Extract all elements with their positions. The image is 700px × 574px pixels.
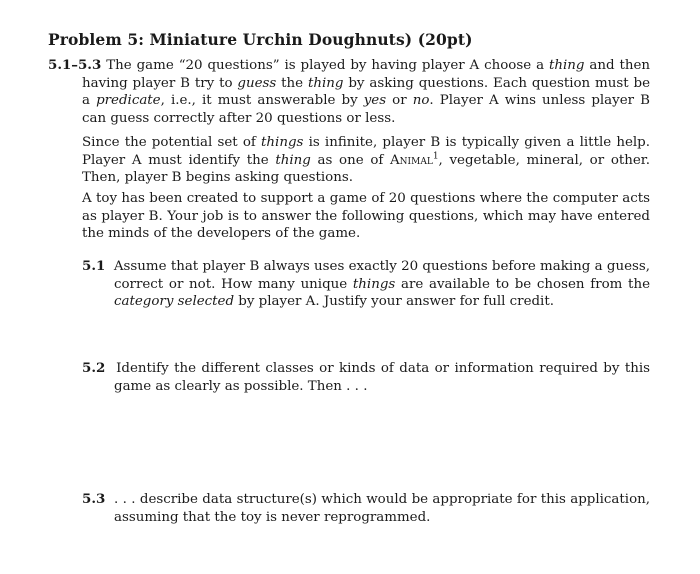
help-text: is infinite, player B is typically given a little help. Player A must identify the — [82, 135, 650, 168]
intro-text: the — [276, 75, 308, 91]
intro-paragraph — [48, 57, 650, 127]
intro-guess: guess — [237, 75, 277, 91]
q51-text: Assume that player B always uses exactly 20 questions before making a guess, correct or not. How many unique — [113, 259, 650, 292]
intro-thing: thing — [308, 75, 344, 91]
q51-text: are available to be chosen from the — [395, 276, 650, 292]
question-5-2 — [82, 360, 650, 395]
animal-term: Animal — [390, 152, 433, 168]
intro-thing: thing — [548, 58, 585, 73]
footnote-marker: 1 — [432, 151, 439, 162]
q53-label: 5.3 — [82, 491, 106, 507]
question-5-1 — [82, 258, 650, 311]
q52-text: Identify the different classes or kinds of data or information required by this game as clearly as possible. Then . . . — [114, 361, 650, 394]
q51-things: things — [352, 276, 396, 292]
intro-text: by asking questions. Each question must be a — [82, 75, 650, 108]
intro-label: 5.1–5.3 — [48, 57, 102, 73]
help-things: things — [261, 135, 304, 150]
problem-title: Problem 5: Miniature Urchin Doughnuts) (20pt) — [48, 30, 473, 49]
question-5-3 — [82, 491, 650, 526]
q51-label: 5.1 — [82, 258, 106, 274]
help-text: Since the potential set of — [82, 135, 262, 150]
q51-category: category selected — [114, 294, 235, 309]
intro-text: . Player A wins unless player B can guess correctly after 20 questions or less. — [82, 93, 650, 126]
q53-text: . . . describe data structure(s) which would be appropriate for this application, assuming that the toy is never reprogrammed. — [114, 492, 651, 525]
intro-no: no — [412, 93, 430, 108]
toy-paragraph: A toy has been created to support a game of 20 questions where the computer acts as player B. Your job is to answer the following questions, which may have entered the minds of the developers of the game. — [82, 191, 650, 241]
q52-label: 5.2 — [82, 360, 106, 376]
intro-predicate: predicate — [96, 93, 161, 108]
intro-text: The game “20 questions” is played by having player A choose a — [106, 58, 549, 73]
help-paragraph — [82, 134, 650, 187]
intro-text: , i.e., it must answerable by — [160, 93, 364, 108]
intro-yes: yes — [363, 93, 387, 108]
intro-text: and then having player B try to — [82, 58, 650, 91]
help-text: as one of — [310, 152, 391, 168]
help-text: , vegetable, mineral, or other. Then, player B begins asking questions. — [82, 152, 650, 185]
q51-text: by player A. Justify your answer for full credit. — [234, 294, 554, 309]
help-thing: thing — [275, 152, 311, 168]
intro-text: or — [386, 93, 413, 108]
